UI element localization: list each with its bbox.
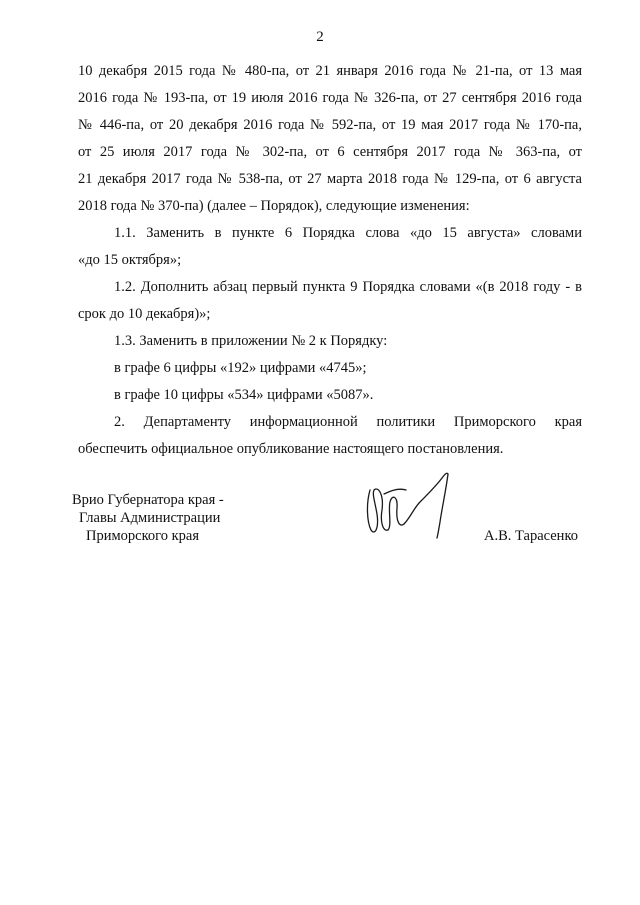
body-line: «до 15 октября»;	[78, 252, 182, 268]
body-line: 2018 года № 370-па) (далее – Порядок), следующие изменения:	[78, 198, 470, 214]
page-number: 2	[316, 29, 324, 45]
body-line: 1.2. Дополнить абзац первый пункта 9 Порядка словами «(в 2018 году - в	[114, 279, 582, 295]
body-line: 2. Департаменту информационной политики Приморского края	[114, 414, 582, 430]
body-line: № 446-па, от 20 декабря 2016 года № 592-па, от 19 мая 2017 года № 170-па,	[78, 117, 582, 133]
body-line: обеспечить официальное опубликование настоящего постановления.	[78, 441, 504, 457]
body-line: в графе 10 цифры «534» цифрами «5087».	[114, 387, 374, 403]
handwritten-signature	[362, 464, 454, 542]
signer-title-line: Приморского края	[86, 528, 200, 544]
signer-name: А.В. Тарасенко	[484, 528, 579, 544]
body-line: 1.3. Заменить в приложении № 2 к Порядку:	[114, 333, 388, 349]
signer-title-line: Главы Администрации	[79, 510, 221, 526]
body-line: в графе 6 цифры «192» цифрами «4745»;	[114, 360, 367, 376]
signer-title-line: Врио Губернатора края -	[72, 492, 224, 508]
body-line: срок до 10 декабря)»;	[78, 306, 211, 322]
body-line: 1.1. Заменить в пункте 6 Порядка слова «до 15 августа» словами	[114, 225, 582, 241]
body-line: 21 декабря 2017 года № 538-па, от 27 марта 2018 года № 129-па, от 6 августа	[78, 171, 582, 187]
body-line: 10 декабря 2015 года № 480-па, от 21 января 2016 года № 21-па, от 13 мая	[78, 63, 582, 79]
body-line: 2016 года № 193-па, от 19 июля 2016 года № 326-па, от 27 сентября 2016 года	[78, 90, 582, 106]
body-line: от 25 июля 2017 года № 302-па, от 6 сентября 2017 года № 363-па, от	[78, 144, 582, 160]
